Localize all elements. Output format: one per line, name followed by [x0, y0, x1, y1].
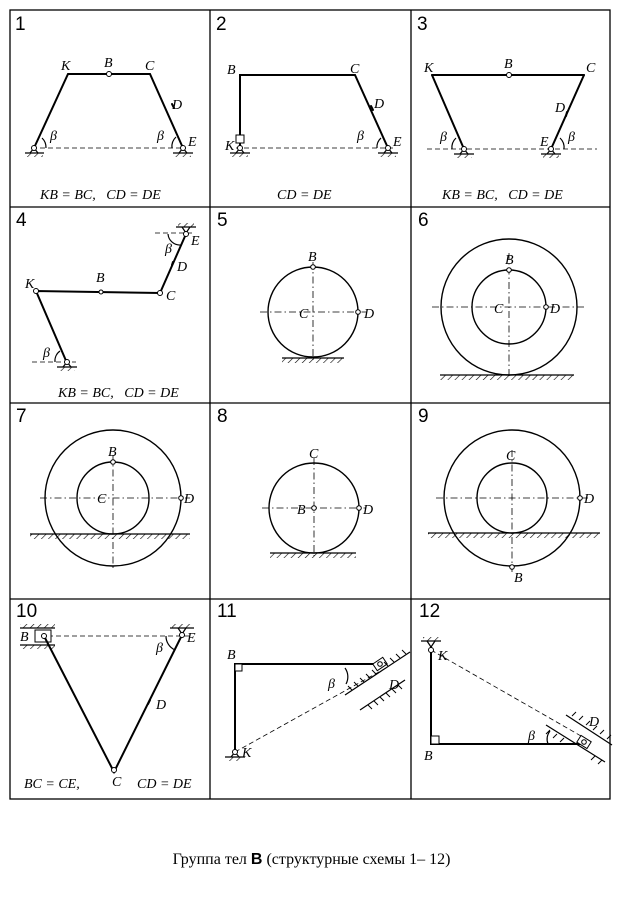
scheme-1: [15, 14, 197, 203]
cell-number: 12: [419, 601, 441, 622]
point-label: β: [43, 346, 50, 361]
point-label: β: [328, 677, 335, 692]
point-label: D: [172, 98, 183, 113]
scheme-9: [418, 406, 600, 586]
point-label: K: [25, 277, 35, 292]
point-label: K: [61, 59, 71, 74]
caption-suffix: (структурные схемы 1– 12): [262, 851, 451, 868]
scheme-10: [16, 601, 196, 792]
point-label: C: [145, 59, 155, 74]
caption-bold: B: [250, 851, 263, 868]
point-label: β: [528, 729, 535, 744]
cell-number: 5: [217, 210, 228, 231]
point-label: D: [589, 715, 600, 730]
scheme-7: [16, 406, 194, 568]
point-label: K: [225, 139, 235, 154]
point-label: D: [389, 678, 400, 693]
point-label: B: [308, 250, 317, 265]
point-label: β: [165, 242, 172, 257]
point-label: D: [555, 101, 566, 116]
point-label: β: [440, 130, 447, 145]
point-label: B: [514, 571, 523, 586]
point-label: C: [112, 775, 122, 790]
cell-number: 11: [217, 601, 237, 622]
point-label: D: [177, 260, 188, 275]
point-label: B: [504, 57, 513, 72]
cell-number: 7: [16, 406, 27, 427]
point-label: D: [184, 492, 195, 507]
scheme-6: [418, 210, 585, 380]
cell-number: 1: [15, 14, 26, 35]
point-label: D: [550, 302, 561, 317]
point-label: B: [505, 253, 514, 268]
point-label: E: [540, 135, 549, 150]
equation: CD = DE: [277, 188, 332, 203]
point-label: D: [374, 97, 385, 112]
scheme-8: [217, 406, 373, 558]
scheme-12: [419, 601, 612, 764]
point-label: B: [20, 630, 29, 645]
point-label: C: [586, 61, 596, 76]
cell-number: 9: [418, 406, 429, 427]
equation: BC = CE,: [24, 777, 80, 792]
figure-caption: [0, 851, 623, 869]
cell-number: 10: [16, 601, 38, 622]
point-label: C: [299, 307, 309, 322]
grid: [10, 10, 610, 799]
point-label: D: [156, 698, 167, 713]
point-label: D: [364, 307, 375, 322]
point-label: β: [357, 129, 364, 144]
scheme-5: [217, 210, 374, 363]
point-label: D: [363, 503, 374, 518]
point-label: B: [227, 648, 236, 663]
scheme-3: [417, 14, 597, 203]
point-label: β: [568, 130, 575, 145]
point-label: D: [584, 492, 595, 507]
point-label: E: [187, 631, 196, 646]
cell-number: 6: [418, 210, 429, 231]
point-label: K: [438, 649, 448, 664]
point-label: β: [156, 641, 163, 656]
caption-prefix: Группа тел: [172, 851, 251, 868]
point-label: β: [50, 129, 57, 144]
scheme-2: [216, 14, 402, 203]
point-label: B: [424, 749, 433, 764]
point-label: K: [424, 61, 434, 76]
point-label: K: [242, 746, 252, 761]
point-label: C: [166, 289, 176, 304]
point-label: C: [97, 492, 107, 507]
point-label: C: [309, 447, 319, 462]
point-label: B: [227, 63, 236, 78]
point-label: β: [157, 129, 164, 144]
equation-2: CD = DE: [137, 777, 192, 792]
point-label: B: [104, 56, 113, 71]
scheme-4: [16, 210, 200, 401]
point-label: E: [191, 234, 200, 249]
point-label: B: [96, 271, 105, 286]
cell-number: 8: [217, 406, 228, 427]
cell-number: 2: [216, 14, 227, 35]
scheme-11: [217, 601, 410, 761]
equation: KB = BC, CD = DE: [58, 386, 179, 401]
equation: KB = BC, CD = DE: [442, 188, 563, 203]
point-label: E: [393, 135, 402, 150]
point-label: E: [188, 135, 197, 150]
point-label: B: [297, 503, 306, 518]
point-label: B: [108, 445, 117, 460]
cell-number: 3: [417, 14, 428, 35]
point-label: C: [350, 62, 360, 77]
equation: KB = BC, CD = DE: [40, 188, 161, 203]
point-label: C: [506, 449, 516, 464]
point-label: C: [494, 302, 504, 317]
cell-number: 4: [16, 210, 27, 231]
